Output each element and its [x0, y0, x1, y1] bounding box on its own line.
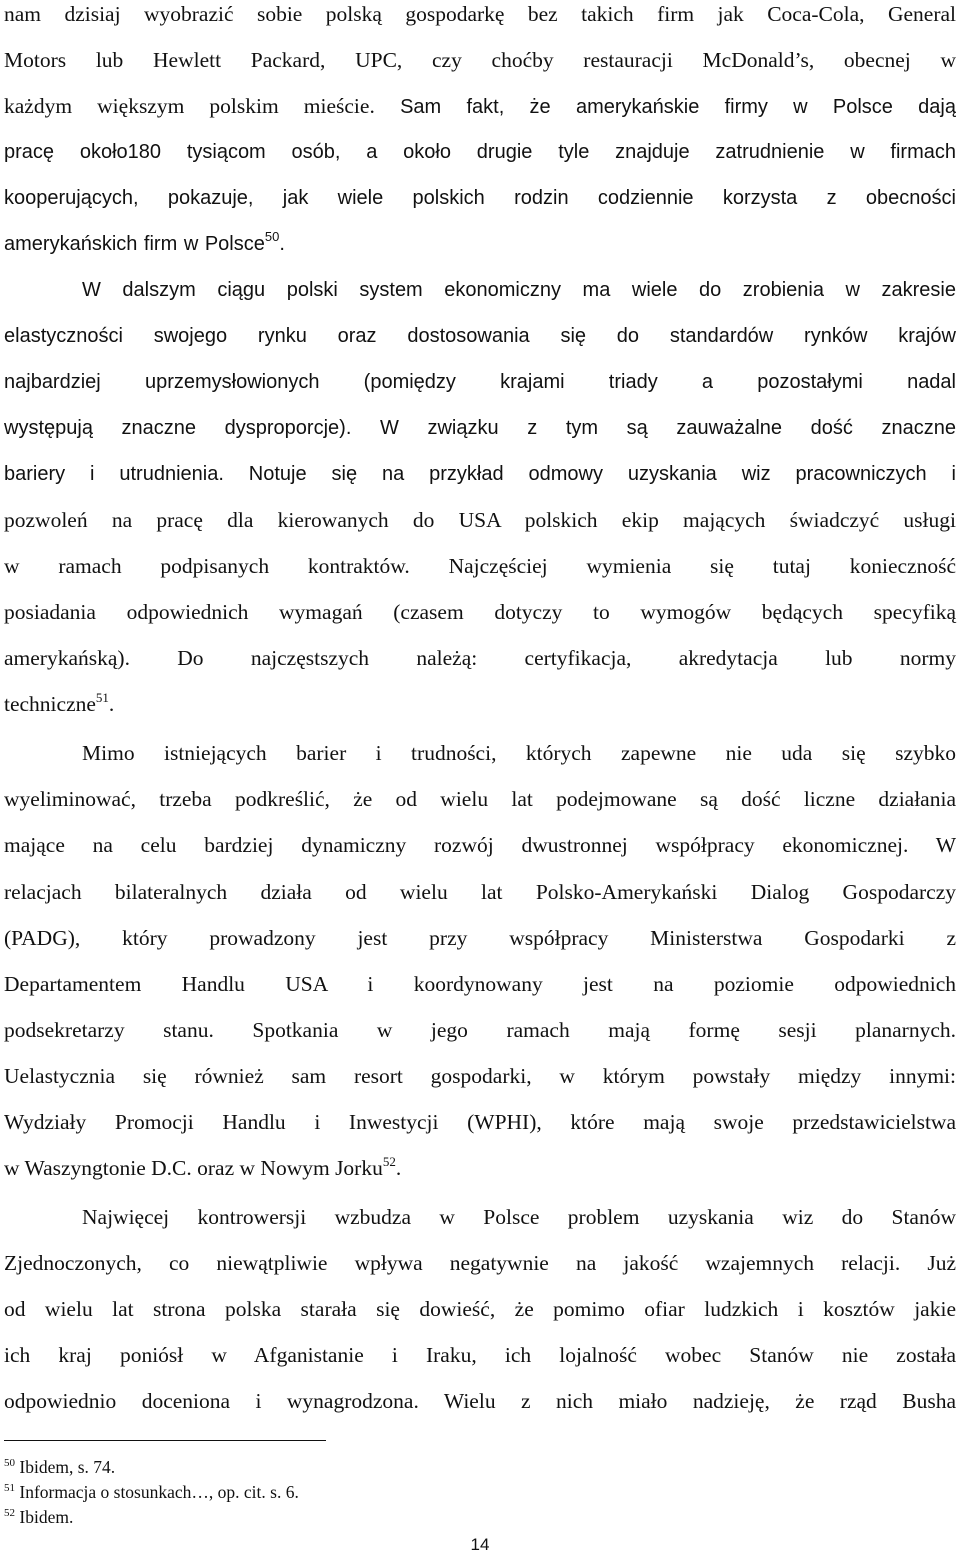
footnote-ref-52[interactable]: 52: [382, 1154, 396, 1169]
paragraph-3-line-10-text: w Waszyngtonie D.C. oraz w Nowym Jorku: [4, 1156, 383, 1180]
paragraph-4-line-4: ich kraj poniósł w Afganistanie i Iraku, ich lojalność wobec Stanów nie została: [4, 1343, 956, 1367]
paragraph-1-line-3-serif: każdym większym polskim mieście.: [4, 94, 375, 118]
paragraph-2-line-1: W dalszym ciągu polski system ekonomiczny ma wiele do zrobienia w zakresie: [82, 279, 956, 301]
paragraph-2-line-3: najbardziej uprzemysłowionych (pomiędzy krajami triady a pozostałymi nadal: [4, 371, 956, 393]
paragraph-3-line-5: (PADG), który prowadzony jest przy współpracy Ministerstwa Gospodarki z: [4, 926, 956, 950]
paragraph-1-line-5: kooperujących, pokazuje, jak wiele polskich rodzin codziennie korzysta z obecności: [4, 187, 956, 209]
footnote-52: [4, 1506, 73, 1528]
paragraph-1-line-3: [4, 92, 956, 121]
footnote-50: [4, 1456, 115, 1478]
paragraph-1-line-1: nam dzisiaj wyobrazić sobie polską gospodarkę bez takich firm jak Coca-Cola, General: [4, 2, 956, 26]
paragraph-2-line-2: elastyczności swojego rynku oraz dostosowania się do standardów rynków krajów: [4, 325, 956, 347]
paragraph-3-line-7: podsekretarzy stanu. Spotkania w jego ramach mają formę sesji planarnych.: [4, 1018, 956, 1042]
footnote-number: 50: [4, 1457, 15, 1469]
footnote-ref-50[interactable]: 50: [264, 229, 280, 244]
paragraph-1-line-4: pracę około180 tysiącom osób, a około drugie tyle znajduje zatrudnienie w firmach: [4, 141, 956, 163]
paragraph-3-line-4: relacjach bilateralnych działa od wielu lat Polsko-Amerykański Dialog Gospodarczy: [4, 880, 956, 904]
paragraph-4-line-2: Zjednoczonych, co niewątpliwie wpływa negatywnie na jakość wzajemnych relacji. Już: [4, 1251, 956, 1275]
footnote-51: [4, 1481, 299, 1503]
paragraph-3-line-10: [4, 1154, 956, 1182]
footnote-text: Ibidem, s. 74.: [15, 1457, 116, 1477]
paragraph-2-line-5: bariery i utrudnienia. Notuje się na przykład odmowy uzyskania wiz pracowniczych i: [4, 463, 956, 485]
footnote-text: Ibidem.: [15, 1507, 74, 1527]
footnote-text: Informacja o stosunkach…, op. cit. s. 6.: [15, 1482, 299, 1502]
footnote-number: 52: [4, 1507, 15, 1519]
paragraph-3-line-1: Mimo istniejących barier i trudności, których zapewne nie uda się szybko: [82, 741, 956, 765]
paragraph-4-line-3: od wielu lat strona polska starała się dowieść, że pomimo ofiar ludzkich i kosztów jakie: [4, 1297, 956, 1321]
paragraph-2-line-9: amerykańską). Do najczęstszych należą: certyfikacja, akredytacja lub normy: [4, 646, 956, 670]
paragraph-3-line-10-end: .: [395, 1156, 402, 1180]
paragraph-2-line-10-end: .: [108, 692, 115, 716]
footnote-separator: [4, 1440, 326, 1441]
paragraph-1-line-3-sans: Sam fakt, że amerykańskie firmy w Polsce dają: [374, 96, 956, 118]
paragraph-2-line-10-text: techniczne: [4, 692, 96, 716]
paragraph-1-line-6-text: amerykańskich firm w Polsce: [4, 233, 265, 255]
paragraph-1-line-6: [4, 230, 956, 258]
page-number: 14: [470, 1535, 490, 1554]
paragraph-3-line-8: Uelastycznia się również sam resort gospodarki, w którym powstały między innymi:: [4, 1064, 956, 1088]
paragraph-3-line-6: Departamentem Handlu USA i koordynowany jest na poziomie odpowiednich: [4, 972, 956, 996]
footnote-ref-51[interactable]: 51: [95, 690, 109, 705]
paragraph-3-line-2: wyeliminować, trzeba podkreślić, że od wielu lat podejmowane są dość liczne działania: [4, 787, 956, 811]
paragraph-4-line-1: Najwięcej kontrowersji wzbudza w Polsce problem uzyskania wiz do Stanów: [82, 1205, 956, 1229]
paragraph-2-line-7: w ramach podpisanych kontraktów. Najczęściej wymienia się tutaj konieczność: [4, 554, 956, 578]
paragraph-2-line-10: [4, 690, 956, 718]
paragraph-2-line-4: występują znaczne dysproporcje). W związku z tym są zauważalne dość znaczne: [4, 417, 956, 439]
paragraph-2-line-8: posiadania odpowiednich wymagań (czasem dotyczy to wymogów będących specyfiką: [4, 600, 956, 624]
paragraph-3-line-3: mające na celu bardziej dynamiczny rozwój dwustronnej współpracy ekonomicznej. W: [4, 833, 956, 857]
paragraph-4-line-5: odpowiednio doceniona i wynagrodzona. Wielu z nich miało nadzieję, że rząd Busha: [4, 1389, 956, 1413]
paragraph-3-line-9: Wydziały Promocji Handlu i Inwestycji (WPHI), które mają swoje przedstawicielstwa: [4, 1110, 956, 1134]
footnote-number: 51: [4, 1482, 15, 1494]
paragraph-2-line-6: pozwoleń na pracę dla kierowanych do USA polskich ekip mających świadczyć usługi: [4, 508, 956, 532]
paragraph-1-line-2: Motors lub Hewlett Packard, UPC, czy choćby restauracji McDonald’s, obecnej w: [4, 48, 956, 72]
paragraph-1-line-6-end: .: [279, 233, 285, 255]
